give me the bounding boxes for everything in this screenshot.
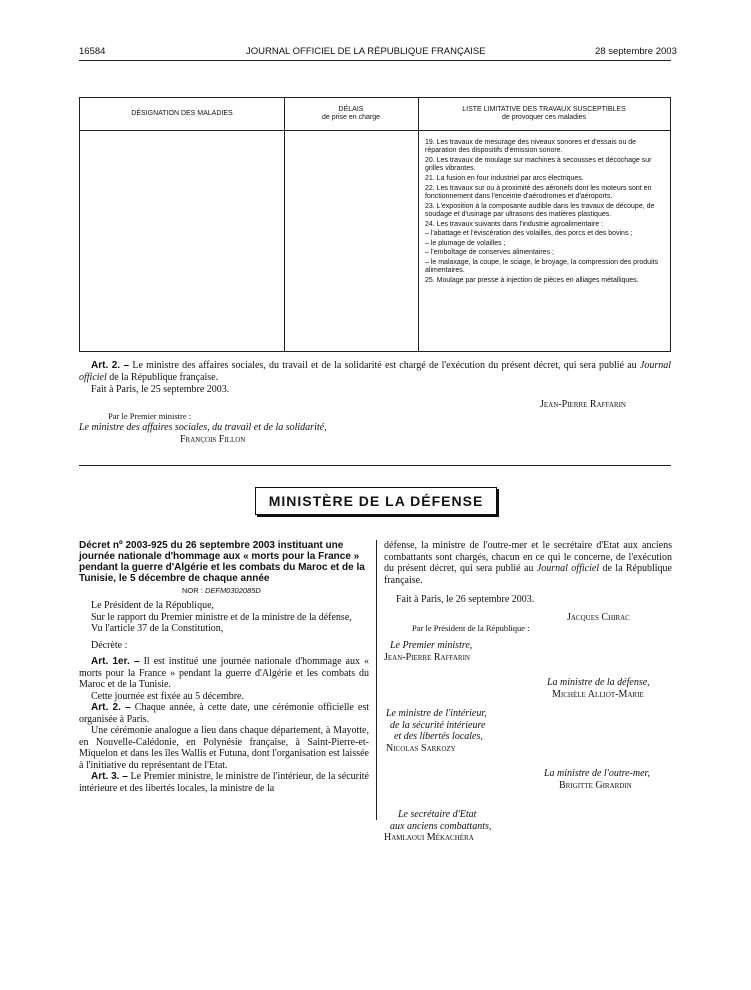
overseas-title: La ministre de l'outre-mer, xyxy=(544,768,650,779)
par-premier-ministre: Par le Premier ministre : xyxy=(108,411,192,421)
list-item: 24. Les travaux suivants dans l'industrie agroalimentaire : xyxy=(425,220,603,228)
text-paragraph: Décrète : xyxy=(91,639,128,651)
diseases-table xyxy=(79,97,671,352)
text-paragraph: Une cérémonie analogue a lieu dans chaque département, à Mayotte, en Nouvelle-Calédonie, en Polynésie française, à Saint-Pierre-et-Miquelon et dans les îles Wallis et Futuna, dont l'organisation est laissée à l'initiative du représentant de l'Etat. xyxy=(79,725,369,771)
decree-title: Décret nº 2003-925 du 26 septembre 2003 instituant une journée nationale d'hommage aux « morts pour la France » pendant la guerre d'Algérie et les combats du Maroc et de la Tunisie, le 5 décembre de chaque année xyxy=(79,540,365,584)
list-item: – le malaxage, la coupe, le sciage, le broyage, la compression des produits alimentaires. xyxy=(425,258,659,275)
travaux-list xyxy=(425,139,665,287)
minister-name: François Fillon xyxy=(180,434,246,445)
col-header-designation: DÉSIGNATION DES MALADIES xyxy=(131,110,233,117)
decree-right-column xyxy=(384,540,672,844)
nor-reference: NOR : DEFM0302085D xyxy=(182,586,261,595)
list-item: – le plumage de volailles ; xyxy=(425,239,506,247)
journal-title: JOURNAL OFFICIEL DE LA RÉPUBLIQUE FRANÇAISE xyxy=(246,46,486,57)
interior-name: Nicolas Sarkozy xyxy=(386,742,456,754)
signer-president: Jacques Chirac xyxy=(567,611,630,623)
col-header-travaux: LISTE LIMITATIVE DES TRAVAUX SUSCEPTIBLES de provoquer ces maladies xyxy=(462,106,626,121)
fait-date-top: Fait à Paris, le 25 septembre 2003. xyxy=(91,384,230,395)
ministry-heading: MINISTÈRE DE LA DÉFENSE xyxy=(255,487,497,515)
issue-date: 28 septembre 2003 xyxy=(595,46,677,57)
pm-title: Le Premier ministre, xyxy=(390,640,473,651)
pm-name: Jean-Pierre Raffarin xyxy=(384,651,470,663)
interior-title: Le ministre de l'intérieur, de la sécurité intérieure et des libertés locales, xyxy=(386,708,487,742)
header-rule xyxy=(79,60,671,61)
list-item: 22. Les travaux sur ou à proximité des aéronefs dont les moteurs sont en fonctionnement dans l'enceinte d'aérodromes et d'aéroports. xyxy=(425,184,652,200)
fait-date: Fait à Paris, le 26 septembre 2003. xyxy=(396,594,535,605)
list-item: 19. Les travaux de mesurage des niveaux sonores et d'essais ou de réparation des dispositifs d'émission sonore. xyxy=(425,139,637,155)
defense-title: La ministre de la défense, xyxy=(547,677,650,688)
text-paragraph: Vu l'article 37 de la Constitution, xyxy=(91,623,224,634)
article-2: Art. 2. – Chaque année, à cette date, une cérémonie officielle est organisée à Paris. xyxy=(79,702,369,725)
article-3-continued: défense, la ministre de l'outre-mer et le secrétaire d'Etat aux anciens combattants sont chargés, chacun en ce qui le concerne, de l'exécution du présent décret, qui sera publié au Journal officiel de la République française. xyxy=(384,540,672,586)
article-3: Art. 3. – Le Premier ministre, le ministre de l'intérieur, de la sécurité intérieure et des libertés locales, la ministre de la xyxy=(79,771,369,794)
text-paragraph: Le Président de la République, xyxy=(91,600,215,611)
secretary-title: Le secrétaire d'Etat aux anciens combattants, xyxy=(390,809,492,832)
list-item: – l'emboîtage de conserves alimentaires ; xyxy=(425,249,554,257)
list-item: 21. La fusion en four industriel par arcs électriques. xyxy=(425,175,584,182)
minister-title: Le ministre des affaires sociales, du travail et de la solidarité, xyxy=(79,422,327,433)
col-header-delais: DÉLAIS de prise en charge xyxy=(322,106,380,121)
text-paragraph: Cette journée est fixée au 5 décembre. xyxy=(91,690,244,702)
par-president: Par le Président de la République : xyxy=(412,623,530,633)
text-paragraph: Sur le rapport du Premier ministre et de la ministre de la défense, xyxy=(91,611,352,623)
article-1: Art. 1er. – Il est institué une journée nationale d'hommage aux « morts pour la France » pendant la guerre d'Algérie et les combats du Maroc et de la Tunisie. xyxy=(79,656,369,690)
list-item: 20. Les travaux de moulage sur machines à secousses et décochage sur grilles vibrantes. xyxy=(425,157,652,173)
column-divider xyxy=(376,540,377,820)
page-number: 16584 xyxy=(79,46,106,57)
signer-pm: Jean-Pierre Raffarin xyxy=(540,399,626,410)
overseas-name: Brigitte Girardin xyxy=(559,779,632,791)
list-item: – l'abattage et l'éviscération des volailles, des porcs et des bovins ; xyxy=(425,230,633,238)
list-item: 23. L'exposition à la composante audible dans les travaux de découpe, de soudage et d'usinage par ultrasons des matières plastiques. xyxy=(425,202,655,218)
list-item: 25. Moulage par presse à injection de pièces en alliages métalliques. xyxy=(425,276,639,284)
defense-name: Michèle Alliot-Marie xyxy=(552,688,644,700)
secretary-name: Hamlaoui Mékachéra xyxy=(384,832,474,843)
decree-left-column xyxy=(79,540,369,794)
art2-paragraph: Art. 2. – Le ministre des affaires sociales, du travail et de la solidarité est chargé de l'exécution du présent décret, qui sera publié au Journal officiel de la République française. xyxy=(79,360,672,383)
section-rule xyxy=(79,465,671,466)
